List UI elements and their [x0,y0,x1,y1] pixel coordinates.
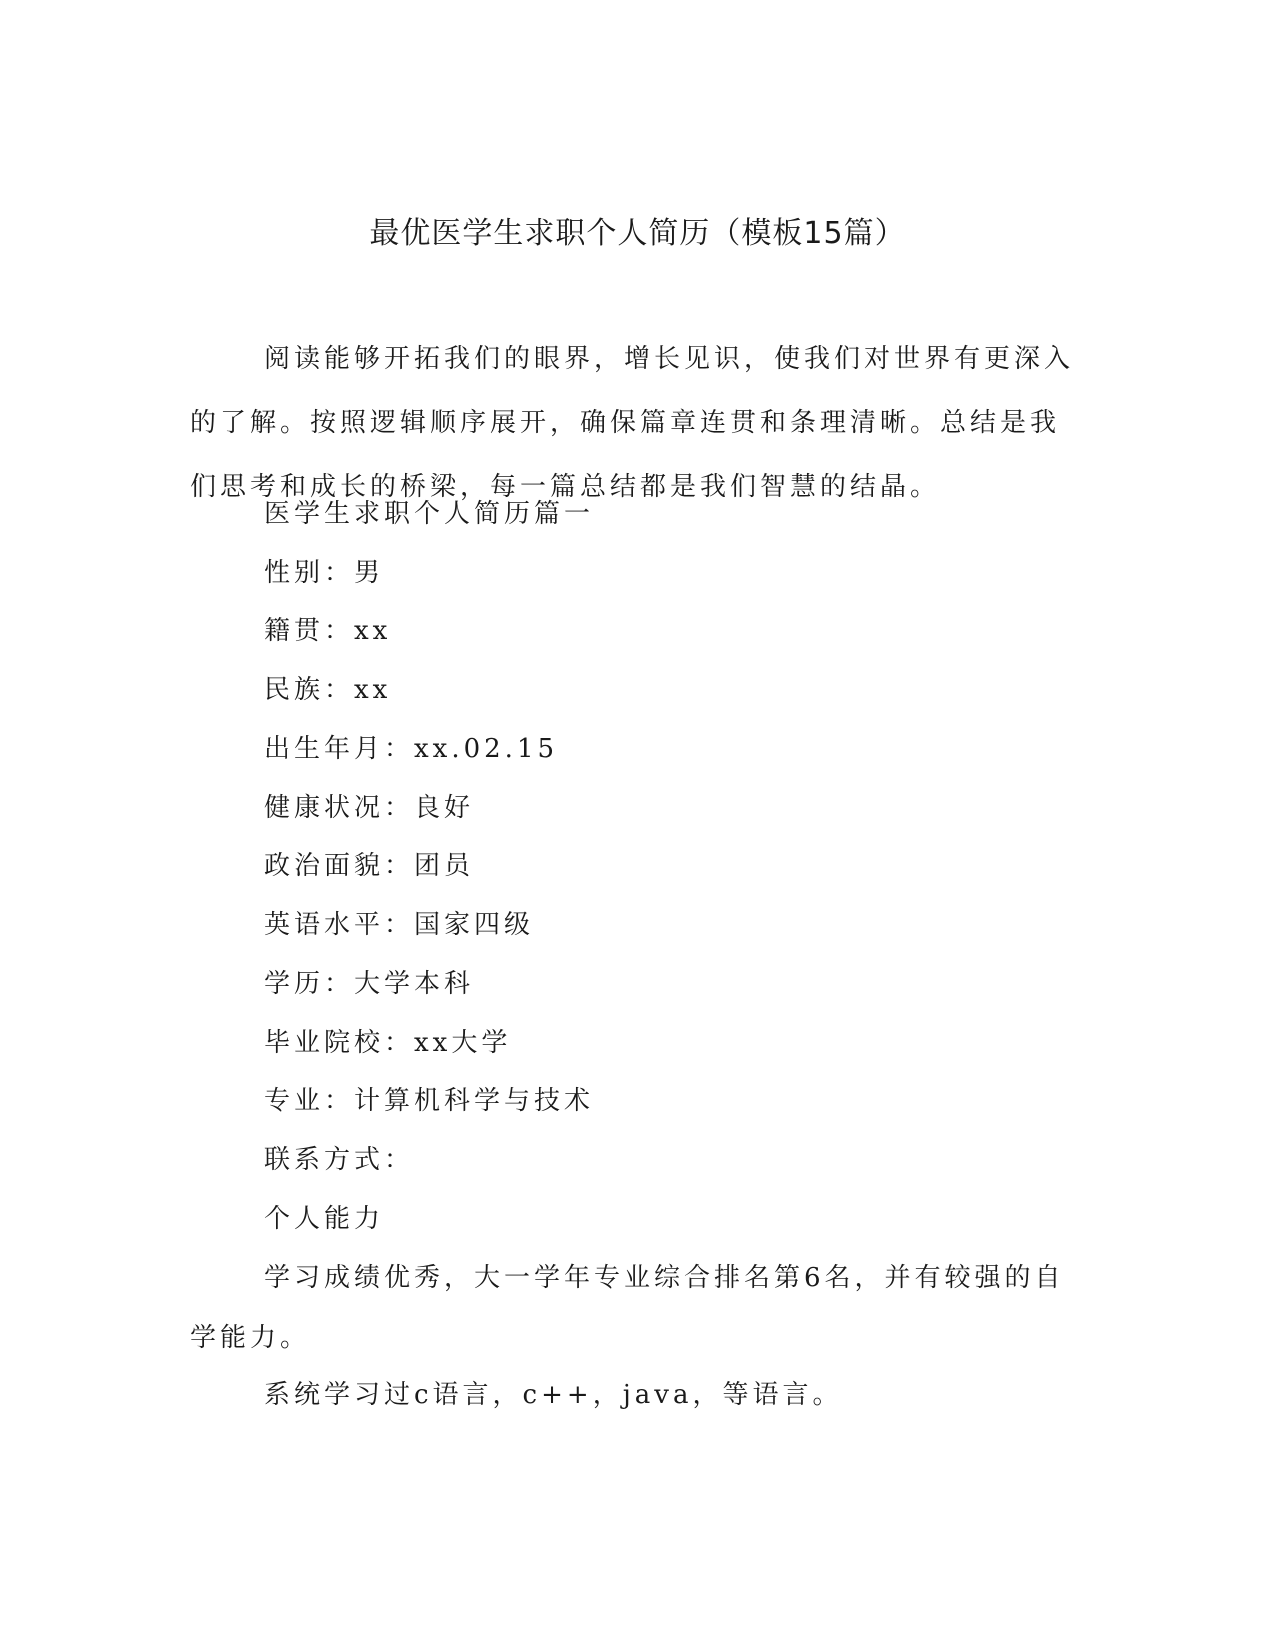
document-title: 最优医学生求职个人简历（模板15篇） [369,216,906,251]
field-birth-date: 出生年月：xx.02.15 [264,734,559,764]
field-school: 毕业院校：xx大学 [264,1028,512,1058]
field-political-status: 政治面貌：团员 [264,851,475,881]
field-major: 专业：计算机科学与技术 [264,1086,595,1116]
ability-heading: 个人能力 [264,1204,385,1234]
field-native-place: 籍贯：xx [264,616,392,646]
field-english-level: 英语水平：国家四级 [264,910,535,940]
intro-paragraph: 阅读能够开拓我们的眼界，增长见识，使我们对世界有更深入的了解。按照逻辑顺序展开，确保篇章连贯和条理清晰。总结是我们思考和成长的桥梁，每一篇总结都是我们智慧的结晶。 [190,344,1075,502]
languages-line: 系统学习过c语言，c++，java，等语言。 [264,1380,843,1410]
field-ethnicity: 民族：xx [264,675,392,705]
section-heading: 医学生求职个人简历篇一 [264,499,595,529]
field-contact: 联系方式： [264,1145,415,1175]
ability-paragraph: 学习成绩优秀，大一学年专业综合排名第6名，并有较强的自学能力。 [190,1263,1065,1353]
field-gender: 性别：男 [264,558,385,588]
field-education: 学历：大学本科 [264,969,475,999]
field-health: 健康状况：良好 [264,793,475,823]
